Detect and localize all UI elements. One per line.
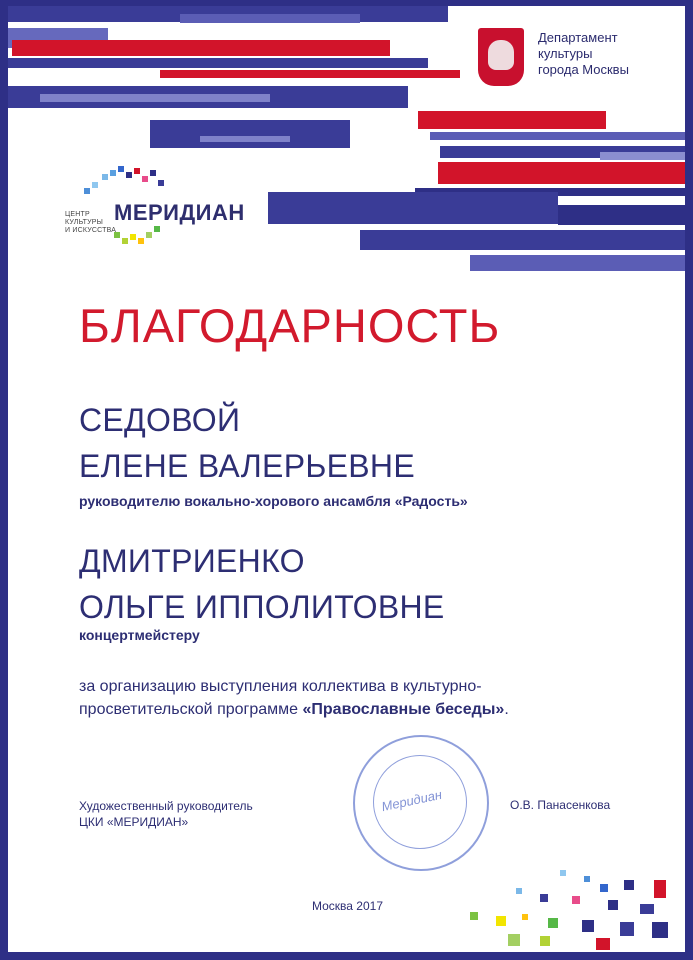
- recipient-1-role: руководителю вокально-хорового ансамбля «Радость»: [79, 493, 468, 509]
- reason-text: за организацию выступления коллектива в культурно- просветительской программе «Православные беседы».: [79, 678, 509, 718]
- stamp-text: Меридиан: [380, 786, 444, 815]
- recipient-2-surname: ДМИТРИЕНКО: [79, 543, 305, 579]
- department-name: Департамент культуры города Москвы: [538, 30, 629, 77]
- recipient-1-surname: СЕДОВОЙ: [79, 402, 241, 438]
- logo-title: МЕРИДИАН: [114, 200, 245, 225]
- meridian-logo: [62, 166, 245, 252]
- city-year: Москва 2017: [312, 899, 383, 913]
- moscow-coat-of-arms-icon: [478, 28, 524, 86]
- signer-name: О.В. Панасенкова: [510, 798, 611, 812]
- certificate-title: БЛАГОДАРНОСТЬ: [79, 299, 501, 352]
- signer-position: Художественный руководитель ЦКИ «МЕРИДИАН»: [79, 799, 253, 829]
- recipient-2-name: ОЛЬГЕ ИППОЛИТОВНЕ: [79, 589, 445, 625]
- official-stamp: [353, 735, 489, 871]
- recipient-2-role: концертмейстеру: [79, 627, 200, 643]
- recipient-1-name: ЕЛЕНЕ ВАЛЕРЬЕВНЕ: [79, 448, 415, 484]
- logo-subtitle: ЦЕНТР КУЛЬТУРЫ И ИСКУССТВА: [65, 211, 117, 234]
